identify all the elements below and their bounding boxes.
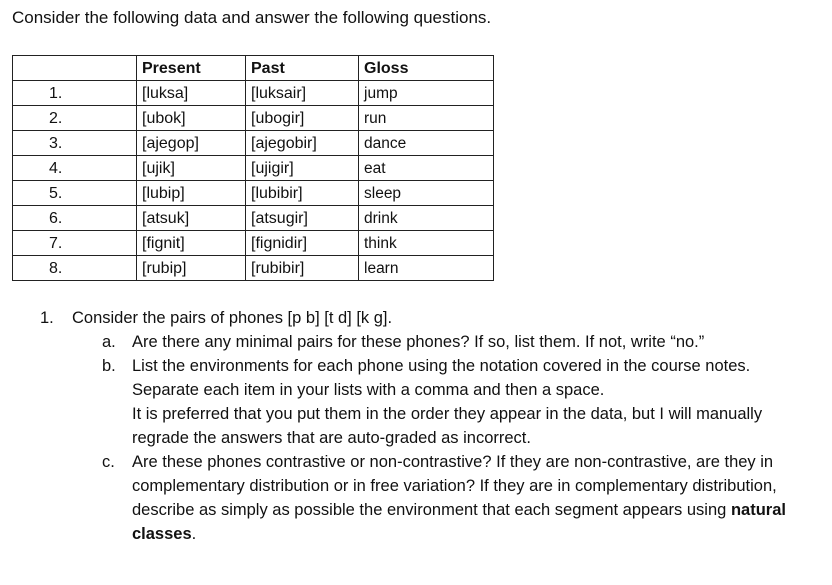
gloss-cell: run <box>359 106 494 131</box>
gloss-cell: jump <box>359 81 494 106</box>
present-cell: [lubip] <box>137 181 246 206</box>
table-row <box>13 81 494 106</box>
sub-question-b-text-2: Separate each item in your lists with a comma and then a space. <box>132 381 605 399</box>
sub-letter-c: c. <box>102 453 115 471</box>
sub-question-c <box>102 450 810 546</box>
header-present: Present <box>137 56 246 81</box>
row-number: 8. <box>13 256 137 281</box>
present-cell: [fignit] <box>137 231 246 256</box>
sub-question-b-text-3: It is preferred that you put them in the order they appear in the data, but I will manually regrade the answers that are auto-graded as incorrect. <box>132 405 763 447</box>
row-number: 3. <box>13 131 137 156</box>
row-number: 7. <box>13 231 137 256</box>
header-gloss: Gloss <box>359 56 494 81</box>
sub-question-c-end: . <box>191 525 197 543</box>
question-number: 1. <box>40 309 54 327</box>
table-row <box>13 156 494 181</box>
past-cell: [ubogir] <box>246 106 359 131</box>
past-cell: [ujigir] <box>246 156 359 181</box>
past-cell: [atsugir] <box>246 206 359 231</box>
question-1 <box>40 306 810 330</box>
sub-letter-a: a. <box>102 333 116 351</box>
row-number: 6. <box>13 206 137 231</box>
question-list <box>40 306 810 546</box>
header-past: Past <box>246 56 359 81</box>
gloss-cell: dance <box>359 131 494 156</box>
gloss-cell: sleep <box>359 181 494 206</box>
data-table <box>12 55 494 281</box>
sub-question-b-text-1: List the environments for each phone using the notation covered in the course notes. <box>132 357 751 375</box>
table-row <box>13 106 494 131</box>
sub-question-a <box>102 330 810 354</box>
present-cell: [ubok] <box>137 106 246 131</box>
past-cell: [fignidir] <box>246 231 359 256</box>
past-cell: [rubibir] <box>246 256 359 281</box>
present-cell: [luksa] <box>137 81 246 106</box>
present-cell: [rubip] <box>137 256 246 281</box>
sub-question-c-text <box>132 450 810 546</box>
past-cell: [ajegobir] <box>246 131 359 156</box>
sub-question-b <box>102 354 810 450</box>
table-row <box>13 256 494 281</box>
row-number: 5. <box>13 181 137 206</box>
row-number: 4. <box>13 156 137 181</box>
instructions-heading: Consider the following data and answer the following questions. <box>12 8 492 27</box>
past-cell: [lubibir] <box>246 181 359 206</box>
gloss-cell: learn <box>359 256 494 281</box>
sub-question-a-text: Are there any minimal pairs for these phones? If so, list them. If not, write “no.” <box>132 333 705 351</box>
row-number: 1. <box>13 81 137 106</box>
gloss-cell: drink <box>359 206 494 231</box>
sub-question-c-body: Are these phones contrastive or non-contrastive? If they are non-contrastive, are they in complementary distribution or in free variation? If they are in complementary distribution, describe as simply as possible the environment that each segment appears using <box>132 453 777 519</box>
header-number <box>13 56 137 81</box>
present-cell: [ajegop] <box>137 131 246 156</box>
table-header-row <box>13 56 494 81</box>
table-row <box>13 231 494 256</box>
natural-classes-emphasis: natural classes <box>132 501 786 543</box>
gloss-cell: eat <box>359 156 494 181</box>
gloss-cell: think <box>359 231 494 256</box>
sub-letter-b: b. <box>102 357 116 375</box>
past-cell: [luksair] <box>246 81 359 106</box>
present-cell: [ujik] <box>137 156 246 181</box>
table-row <box>13 206 494 231</box>
present-cell: [atsuk] <box>137 206 246 231</box>
question-text: Consider the pairs of phones [p b] [t d] [k g]. <box>72 309 393 327</box>
row-number: 2. <box>13 106 137 131</box>
table-row <box>13 131 494 156</box>
table-row <box>13 181 494 206</box>
